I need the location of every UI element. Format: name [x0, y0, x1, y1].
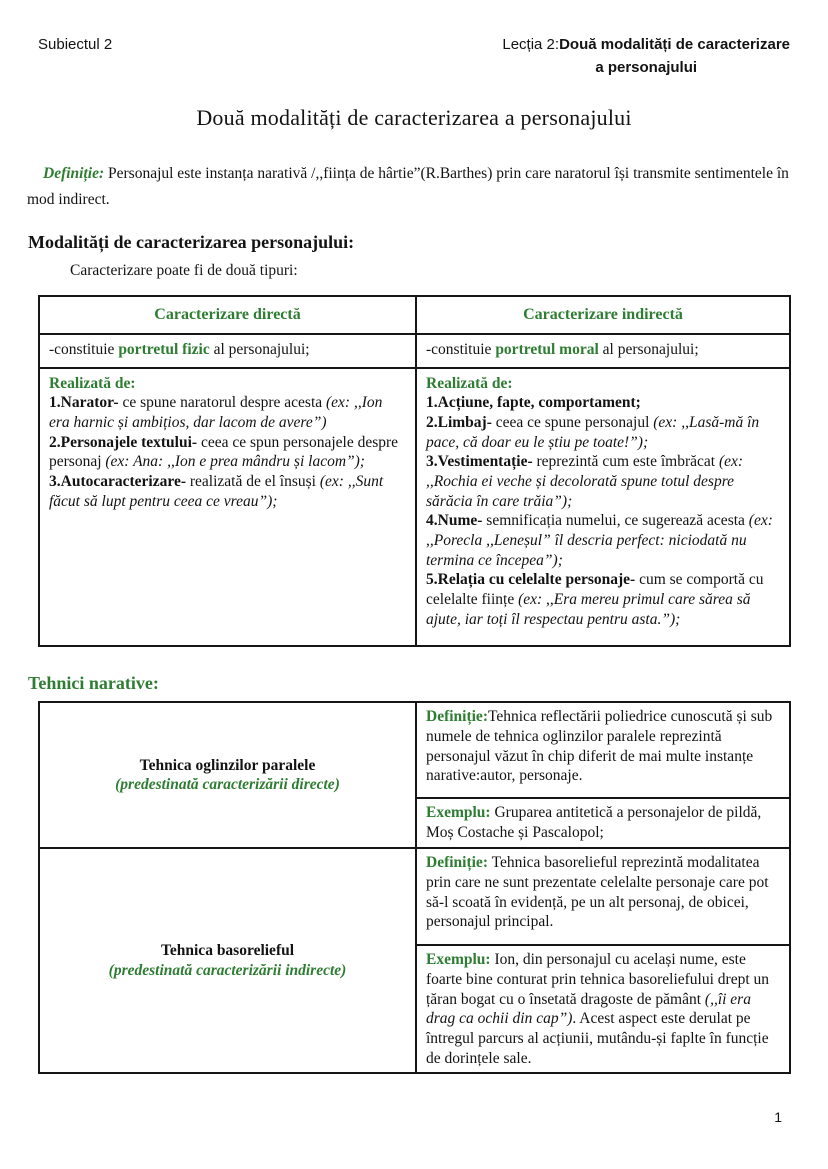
header-lesson: [502, 34, 790, 79]
table1-realizata-indirect: Realizată de: 1.Acțiune, fapte, comportament; 2.Limbaj- ceea ce spune personajul (ex: ,,Lasă-mă în pace, că doar eu le știu pe toate!”); 3.Vestimentație- reprezintă cum este îmbrăcat (ex: ,,Rochia ei veche și decolorată spune totul despre sărăcia în care trăia”); 4.Nume- semnificația numelui, ce sugerează acesta (ex: ,,Porecla ,,Leneșul” îl descria perfect: niciodată nu termina ce începea”); 5.Relația cu celelalte personaje- cum se comportă cu celelalte ființe (ex: ,,Era mereu primul care sărea să ajute, iar toți îl respectau pentru asta.”);: [416, 368, 790, 647]
technique1-example-cell: Exemplu: Gruparea antitetică a personajelor de pildă, Moș Costache și Pascalopol;: [416, 798, 790, 848]
table1-realizata-row: [39, 368, 790, 647]
document-title: Două modalități de caracterizarea a personajului: [196, 105, 632, 130]
header-subject: Subiectul 2: [38, 36, 113, 53]
definition-paragraph: Definiție: Personajul este instanța narativă /,,ființa de hârtie”(R.Barthes) prin care naratorul își transmite sentimentele în mod indirect.: [27, 165, 789, 209]
lesson-title-line2: a personajului: [595, 58, 698, 76]
table1-realizata-direct: Realizată de: 1.Narator- ce spune naratorul despre acesta (ex: ,,Ion era harnic și ambițios, dar lacom de avere”) 2.Personajele textului- ceea ce spun personajele despre personaj (ex: Ana: ,,Ion e prea mândru și lacom”); 3.Autocaracterizare- realizată de el însuși (ex: ,,Sunt făcut să lupt pentru ceea ce vreau”);: [39, 368, 416, 647]
table1-header-direct: Caracterizare directă: [39, 296, 416, 334]
technique1-definition-cell: Definiție:Tehnica reflectării poliedrice cunoscută și sub numele de tehnica oglinzilor paralele reprezintă personajul văzut în chip diferit de mai multe instanțe narative:autor, personaje.: [416, 702, 790, 798]
characterization-table: [38, 295, 791, 648]
table1-header-row: [39, 296, 790, 334]
lesson-title: Două modalități de caracterizare: [559, 36, 790, 53]
intro-line: Caracterizare poate fi de două tipuri:: [70, 261, 298, 279]
table1-constituie-row: [39, 334, 790, 368]
table1-header-indirect: Caracterizare indirectă: [416, 296, 790, 334]
page-number: 1: [774, 1109, 782, 1125]
technique2-name-cell: Tehnica basorelieful (predestinată caracterizării indirecte): [39, 848, 416, 1073]
technique1-name-cell: Tehnica oglinzilor paralele (predestinată caracterizării directe): [39, 702, 416, 848]
page-header: [0, 0, 828, 79]
section-heading-tehnici: Tehnici narative:: [28, 673, 159, 694]
technique2-definition-row: [39, 848, 790, 945]
lesson-label: Lecția 2:: [502, 36, 560, 53]
table1-constituie-direct: -constituie portretul fizic al personajului;: [39, 334, 416, 368]
table1-constituie-indirect: -constituie portretul moral al personajului;: [416, 334, 790, 368]
techniques-table: [38, 701, 791, 1074]
technique2-example-cell: Exemplu: Ion, din personajul cu același nume, este foarte bine conturat prin tehnica basoreliefului drept un țăran bogat cu o însetată dragoste de pământ (,,îi era drag ca ochii din cap”). Acest aspect este derulat pe întregul parcurs al acțiunii, mutându-și faplte în funcție de dorințele sale.: [416, 945, 790, 1073]
technique1-definition-row: [39, 702, 790, 798]
lesson-line1: [502, 34, 790, 57]
technique2-definition-cell: Definiție: Tehnica basorelieful reprezintă modalitatea prin care ne sunt prezentate celelalte personaje care pot să-l scoată în evidență, pe un alt personaj, de obicei, personajul principal.: [416, 848, 790, 945]
section-heading-modalitati: Modalități de caracterizarea personajului:: [28, 231, 355, 252]
